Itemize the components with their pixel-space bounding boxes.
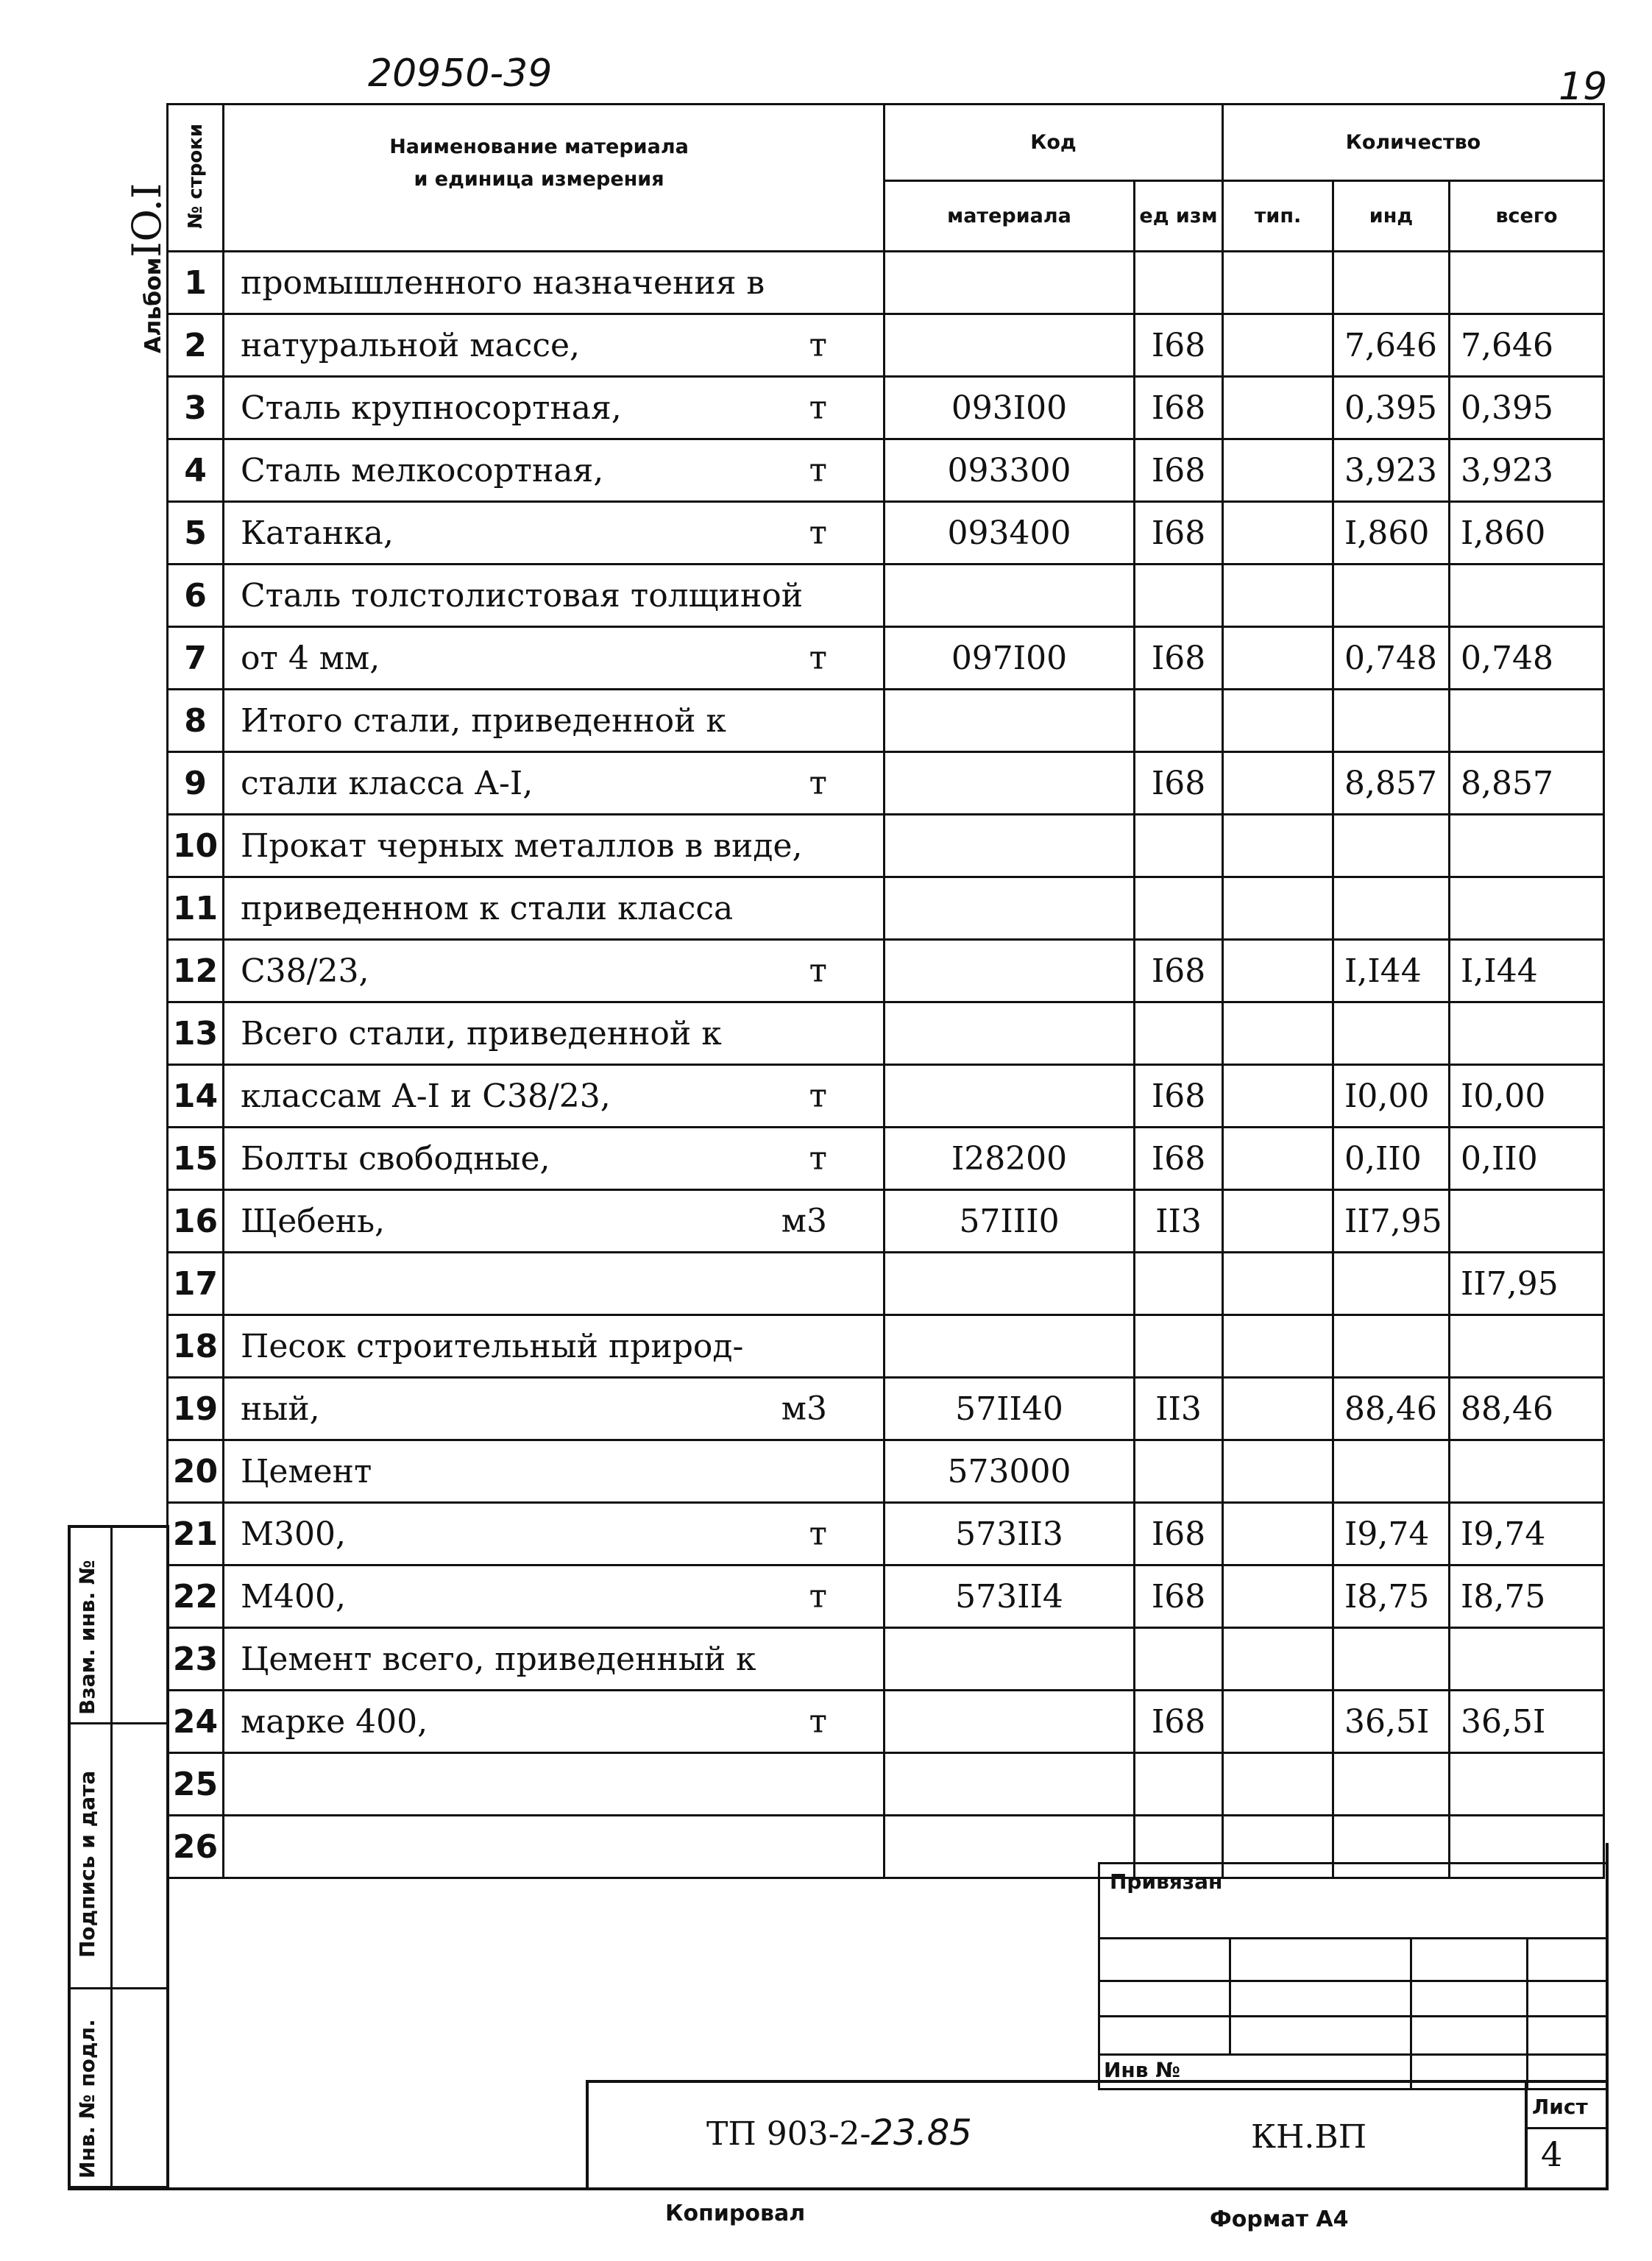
qty-type bbox=[1223, 1753, 1333, 1816]
material-name bbox=[224, 1628, 885, 1691]
qty-type bbox=[1223, 1002, 1333, 1065]
sheet-number: 4 bbox=[1541, 2134, 1563, 2174]
measure-unit: т bbox=[809, 952, 827, 990]
material-code bbox=[885, 690, 1135, 752]
qty-individual: 7,646 bbox=[1333, 314, 1450, 377]
material-code bbox=[885, 1253, 1135, 1315]
row-number: 20 bbox=[168, 1440, 224, 1503]
material-name bbox=[224, 1315, 885, 1378]
qty-individual: 3,923 bbox=[1333, 439, 1450, 502]
material-name-text: Цемент bbox=[241, 1452, 372, 1490]
material-code bbox=[885, 877, 1135, 940]
unit-code: I68 bbox=[1135, 627, 1223, 690]
qty-total: 0,395 bbox=[1450, 377, 1604, 439]
binding-label: Привязан bbox=[1110, 1869, 1223, 1894]
row-number: 7 bbox=[168, 627, 224, 690]
material-name-text: классам А-I и С38/23, bbox=[241, 1077, 611, 1115]
unit-code bbox=[1135, 1253, 1223, 1315]
project-code bbox=[706, 2112, 972, 2154]
material-name bbox=[224, 690, 885, 752]
measure-unit: м3 bbox=[781, 1202, 827, 1240]
qty-type bbox=[1223, 502, 1333, 565]
row-number: 16 bbox=[168, 1190, 224, 1253]
qty-individual: I,860 bbox=[1333, 502, 1450, 565]
table-row bbox=[168, 439, 1604, 502]
material-name bbox=[224, 1565, 885, 1628]
measure-unit: т bbox=[809, 326, 827, 364]
inventory-number-label: Инв № bbox=[1104, 2058, 1180, 2082]
measure-unit: т bbox=[809, 764, 827, 802]
material-code bbox=[885, 1065, 1135, 1128]
qty-individual: 36,5I bbox=[1333, 1691, 1450, 1753]
table-row bbox=[168, 627, 1604, 690]
material-name bbox=[224, 1378, 885, 1440]
qty-individual bbox=[1333, 877, 1450, 940]
qty-individual: 0,395 bbox=[1333, 377, 1450, 439]
row-number: 6 bbox=[168, 565, 224, 627]
qty-type bbox=[1223, 1565, 1333, 1628]
table-row bbox=[168, 752, 1604, 815]
table-row bbox=[168, 1315, 1604, 1378]
qty-total: 7,646 bbox=[1450, 314, 1604, 377]
material-code bbox=[885, 1691, 1135, 1753]
measure-unit: т bbox=[809, 1702, 827, 1741]
material-name-text: Песок строительный природ- bbox=[241, 1327, 744, 1365]
header-unit: ед изм bbox=[1135, 181, 1223, 252]
material-name-text: Прокат черных металлов в виде, bbox=[241, 827, 803, 865]
album-label bbox=[124, 183, 170, 353]
binding-block bbox=[1098, 1862, 1609, 2090]
material-name-text: С38/23, bbox=[241, 952, 369, 990]
material-code: I28200 bbox=[885, 1128, 1135, 1190]
row-number: 2 bbox=[168, 314, 224, 377]
material-name bbox=[224, 502, 885, 565]
material-code: 573000 bbox=[885, 1440, 1135, 1503]
header-material-name: Наименование материала и единица измерения bbox=[224, 105, 885, 252]
table-row bbox=[168, 252, 1604, 314]
row-number: 21 bbox=[168, 1503, 224, 1565]
qty-individual bbox=[1333, 1628, 1450, 1691]
qty-type bbox=[1223, 377, 1333, 439]
material-code: 57III0 bbox=[885, 1190, 1135, 1253]
table-row bbox=[168, 877, 1604, 940]
qty-type bbox=[1223, 940, 1333, 1002]
table-row bbox=[168, 1565, 1604, 1628]
qty-total: I,860 bbox=[1450, 502, 1604, 565]
row-number: 12 bbox=[168, 940, 224, 1002]
material-name bbox=[224, 314, 885, 377]
qty-individual: 0,748 bbox=[1333, 627, 1450, 690]
material-code bbox=[885, 314, 1135, 377]
qty-individual: 8,857 bbox=[1333, 752, 1450, 815]
qty-individual: I0,00 bbox=[1333, 1065, 1450, 1128]
qty-type bbox=[1223, 565, 1333, 627]
qty-individual bbox=[1333, 815, 1450, 877]
table-row bbox=[168, 565, 1604, 627]
qty-type bbox=[1223, 252, 1333, 314]
material-code bbox=[885, 252, 1135, 314]
qty-individual bbox=[1333, 252, 1450, 314]
table-row bbox=[168, 1378, 1604, 1440]
material-name bbox=[224, 877, 885, 940]
row-number: 11 bbox=[168, 877, 224, 940]
header-individual: инд bbox=[1333, 181, 1450, 252]
qty-type bbox=[1223, 314, 1333, 377]
qty-individual: I8,75 bbox=[1333, 1565, 1450, 1628]
unit-code bbox=[1135, 877, 1223, 940]
qty-total bbox=[1450, 690, 1604, 752]
material-name-text: Цемент всего, приведенный к bbox=[241, 1640, 756, 1678]
qty-individual: II7,95 bbox=[1333, 1190, 1450, 1253]
measure-unit: т bbox=[809, 1577, 827, 1616]
material-name bbox=[224, 752, 885, 815]
unit-code bbox=[1135, 565, 1223, 627]
qty-type bbox=[1223, 877, 1333, 940]
row-number: 18 bbox=[168, 1315, 224, 1378]
unit-code: I68 bbox=[1135, 1503, 1223, 1565]
unit-code: I68 bbox=[1135, 752, 1223, 815]
material-name-text: Сталь толстолистовая толщиной bbox=[241, 576, 804, 615]
row-number: 22 bbox=[168, 1565, 224, 1628]
qty-type bbox=[1223, 1065, 1333, 1128]
project-prefix: ТП 903-2- bbox=[706, 2115, 871, 2153]
material-code bbox=[885, 1002, 1135, 1065]
table-row bbox=[168, 314, 1604, 377]
material-name bbox=[224, 627, 885, 690]
material-spec-table bbox=[166, 103, 1605, 1879]
material-code: 573II4 bbox=[885, 1565, 1135, 1628]
table-row bbox=[168, 1691, 1604, 1753]
material-name-text: Щебень, bbox=[241, 1202, 386, 1240]
material-name bbox=[224, 439, 885, 502]
table-row bbox=[168, 377, 1604, 439]
qty-individual bbox=[1333, 565, 1450, 627]
qty-type bbox=[1223, 439, 1333, 502]
album-number: IO.I bbox=[124, 183, 170, 258]
material-name bbox=[224, 252, 885, 314]
row-number: 14 bbox=[168, 1065, 224, 1128]
qty-total bbox=[1450, 1315, 1604, 1378]
table-row bbox=[168, 690, 1604, 752]
qty-total: I,I44 bbox=[1450, 940, 1604, 1002]
material-name-text: Сталь крупносортная, bbox=[241, 389, 622, 427]
measure-unit: м3 bbox=[781, 1390, 827, 1428]
unit-code bbox=[1135, 1440, 1223, 1503]
row-number: 15 bbox=[168, 1128, 224, 1190]
table-row bbox=[168, 815, 1604, 877]
table-row bbox=[168, 1253, 1604, 1315]
qty-total: 88,46 bbox=[1450, 1378, 1604, 1440]
material-code: 097I00 bbox=[885, 627, 1135, 690]
qty-type bbox=[1223, 1315, 1333, 1378]
header-row-number: № строки bbox=[168, 105, 224, 252]
qty-type bbox=[1223, 1503, 1333, 1565]
material-code: 573II3 bbox=[885, 1503, 1135, 1565]
unit-code bbox=[1135, 1315, 1223, 1378]
table-row bbox=[168, 1440, 1604, 1503]
material-code bbox=[885, 1753, 1135, 1816]
row-number: 19 bbox=[168, 1378, 224, 1440]
header-type: тип. bbox=[1223, 181, 1333, 252]
unit-code bbox=[1135, 1002, 1223, 1065]
qty-total: 0,748 bbox=[1450, 627, 1604, 690]
qty-individual bbox=[1333, 1753, 1450, 1816]
qty-type bbox=[1223, 627, 1333, 690]
material-name bbox=[224, 940, 885, 1002]
material-name bbox=[224, 1691, 885, 1753]
qty-individual bbox=[1333, 1002, 1450, 1065]
table-row bbox=[168, 1753, 1604, 1816]
row-number: 13 bbox=[168, 1002, 224, 1065]
unit-code: I68 bbox=[1135, 377, 1223, 439]
material-name-text: Всего стали, приведенной к bbox=[241, 1014, 722, 1052]
unit-code: I68 bbox=[1135, 1065, 1223, 1128]
material-name bbox=[224, 1065, 885, 1128]
qty-total bbox=[1450, 1753, 1604, 1816]
measure-unit: т bbox=[809, 639, 827, 677]
row-number: 1 bbox=[168, 252, 224, 314]
table-row bbox=[168, 1190, 1604, 1253]
material-name bbox=[224, 377, 885, 439]
unit-code: I68 bbox=[1135, 502, 1223, 565]
header-code-group: Код bbox=[885, 105, 1223, 181]
unit-code: II3 bbox=[1135, 1378, 1223, 1440]
unit-code: I68 bbox=[1135, 1691, 1223, 1753]
measure-unit: т bbox=[809, 1515, 827, 1553]
table-row bbox=[168, 1002, 1604, 1065]
header-total: всего bbox=[1450, 181, 1604, 252]
material-name bbox=[224, 1190, 885, 1253]
material-code bbox=[885, 815, 1135, 877]
unit-code bbox=[1135, 252, 1223, 314]
material-name bbox=[224, 815, 885, 877]
qty-total bbox=[1450, 1002, 1604, 1065]
qty-individual bbox=[1333, 1253, 1450, 1315]
material-name-text: М400, bbox=[241, 1577, 347, 1616]
qty-individual: I,I44 bbox=[1333, 940, 1450, 1002]
material-name bbox=[224, 1503, 885, 1565]
row-number: 26 bbox=[168, 1816, 224, 1878]
header-quantity-group: Количество bbox=[1223, 105, 1604, 181]
measure-unit: т bbox=[809, 1139, 827, 1178]
qty-total: 0,II0 bbox=[1450, 1128, 1604, 1190]
unit-code bbox=[1135, 690, 1223, 752]
row-number: 5 bbox=[168, 502, 224, 565]
frame-bottom-left bbox=[166, 1843, 169, 2189]
qty-type bbox=[1223, 1128, 1333, 1190]
row-number: 25 bbox=[168, 1753, 224, 1816]
material-name-text: Сталь мелкосортная, bbox=[241, 451, 604, 489]
material-name-text: стали класса А-I, bbox=[241, 764, 533, 802]
material-name-text: ный, bbox=[241, 1390, 320, 1428]
document-code: КН.ВП bbox=[1251, 2118, 1367, 2156]
qty-total bbox=[1450, 877, 1604, 940]
material-name-text: приведенном к стали класса bbox=[241, 889, 734, 927]
qty-type bbox=[1223, 1378, 1333, 1440]
header-material-code: материала bbox=[885, 181, 1135, 252]
measure-unit: т bbox=[809, 451, 827, 489]
document-number: 20950-39 bbox=[368, 52, 553, 96]
material-name bbox=[224, 1253, 885, 1315]
row-number: 8 bbox=[168, 690, 224, 752]
unit-code bbox=[1135, 1628, 1223, 1691]
material-name-text: марке 400, bbox=[241, 1702, 428, 1741]
measure-unit: т bbox=[809, 389, 827, 427]
qty-total bbox=[1450, 565, 1604, 627]
side-signature-date: Подпись и дата bbox=[75, 1770, 99, 1958]
material-name-text: Болты свободные, bbox=[241, 1139, 550, 1178]
table-row bbox=[168, 1503, 1604, 1565]
material-name bbox=[224, 1440, 885, 1503]
material-code: 093I00 bbox=[885, 377, 1135, 439]
unit-code: II3 bbox=[1135, 1190, 1223, 1253]
unit-code: I68 bbox=[1135, 1565, 1223, 1628]
material-code bbox=[885, 1315, 1135, 1378]
qty-total: 36,5I bbox=[1450, 1691, 1604, 1753]
material-name bbox=[224, 1002, 885, 1065]
material-code bbox=[885, 1816, 1135, 1878]
row-number: 17 bbox=[168, 1253, 224, 1315]
qty-individual bbox=[1333, 1440, 1450, 1503]
material-name-text: Итого стали, приведенной к bbox=[241, 701, 726, 740]
material-name-text: от 4 мм, bbox=[241, 639, 380, 677]
qty-type bbox=[1223, 815, 1333, 877]
qty-type bbox=[1223, 1691, 1333, 1753]
qty-total: 3,923 bbox=[1450, 439, 1604, 502]
page-number: 19 bbox=[1559, 65, 1608, 109]
material-name-text: натуральной массе, bbox=[241, 326, 580, 364]
row-number: 3 bbox=[168, 377, 224, 439]
qty-total bbox=[1450, 1190, 1604, 1253]
qty-total: I9,74 bbox=[1450, 1503, 1604, 1565]
measure-unit: т bbox=[809, 1077, 827, 1115]
side-original-inventory: Инв. № подл. bbox=[75, 2019, 99, 2179]
row-number: 10 bbox=[168, 815, 224, 877]
material-name bbox=[224, 565, 885, 627]
qty-type bbox=[1223, 752, 1333, 815]
unit-code: I68 bbox=[1135, 1128, 1223, 1190]
measure-unit: т bbox=[809, 514, 827, 552]
album-prefix: Альбом bbox=[141, 257, 166, 353]
qty-type bbox=[1223, 1440, 1333, 1503]
material-code: 093400 bbox=[885, 502, 1135, 565]
qty-total bbox=[1450, 1628, 1604, 1691]
material-code: 57II40 bbox=[885, 1378, 1135, 1440]
qty-total bbox=[1450, 815, 1604, 877]
qty-type bbox=[1223, 1628, 1333, 1691]
qty-total bbox=[1450, 252, 1604, 314]
qty-total: 8,857 bbox=[1450, 752, 1604, 815]
copied-label: Копировал bbox=[665, 2201, 806, 2226]
row-number: 23 bbox=[168, 1628, 224, 1691]
table-row bbox=[168, 1128, 1604, 1190]
qty-individual: 0,II0 bbox=[1333, 1128, 1450, 1190]
material-code bbox=[885, 940, 1135, 1002]
material-code bbox=[885, 1628, 1135, 1691]
material-code bbox=[885, 752, 1135, 815]
qty-type bbox=[1223, 1190, 1333, 1253]
material-name-text: промышленного назначения в bbox=[241, 263, 765, 302]
material-name-text: М300, bbox=[241, 1515, 347, 1553]
qty-individual: 88,46 bbox=[1333, 1378, 1450, 1440]
material-code bbox=[885, 565, 1135, 627]
qty-total: II7,95 bbox=[1450, 1253, 1604, 1315]
material-name bbox=[224, 1128, 885, 1190]
qty-total: I8,75 bbox=[1450, 1565, 1604, 1628]
table-row bbox=[168, 940, 1604, 1002]
unit-code: I68 bbox=[1135, 314, 1223, 377]
row-number: 4 bbox=[168, 439, 224, 502]
qty-type bbox=[1223, 1253, 1333, 1315]
row-number: 9 bbox=[168, 752, 224, 815]
material-name bbox=[224, 1753, 885, 1816]
project-suffix: 23.85 bbox=[871, 2112, 972, 2154]
material-name-text: Катанка, bbox=[241, 514, 394, 552]
format-label: Формат А4 bbox=[1210, 2207, 1349, 2232]
table-row bbox=[168, 1065, 1604, 1128]
side-replacement-inventory: Взам. инв. № bbox=[75, 1560, 99, 1715]
unit-code bbox=[1135, 1753, 1223, 1816]
unit-code: I68 bbox=[1135, 439, 1223, 502]
table-row bbox=[168, 1628, 1604, 1691]
qty-total bbox=[1450, 1440, 1604, 1503]
sheet-label: Лист bbox=[1532, 2095, 1588, 2119]
qty-total: I0,00 bbox=[1450, 1065, 1604, 1128]
unit-code: I68 bbox=[1135, 940, 1223, 1002]
qty-type bbox=[1223, 690, 1333, 752]
unit-code bbox=[1135, 815, 1223, 877]
qty-individual bbox=[1333, 1315, 1450, 1378]
material-code: 093300 bbox=[885, 439, 1135, 502]
table-body bbox=[168, 252, 1604, 1878]
table-row bbox=[168, 502, 1604, 565]
qty-individual: I9,74 bbox=[1333, 1503, 1450, 1565]
qty-individual bbox=[1333, 690, 1450, 752]
material-name bbox=[224, 1816, 885, 1878]
row-number: 24 bbox=[168, 1691, 224, 1753]
